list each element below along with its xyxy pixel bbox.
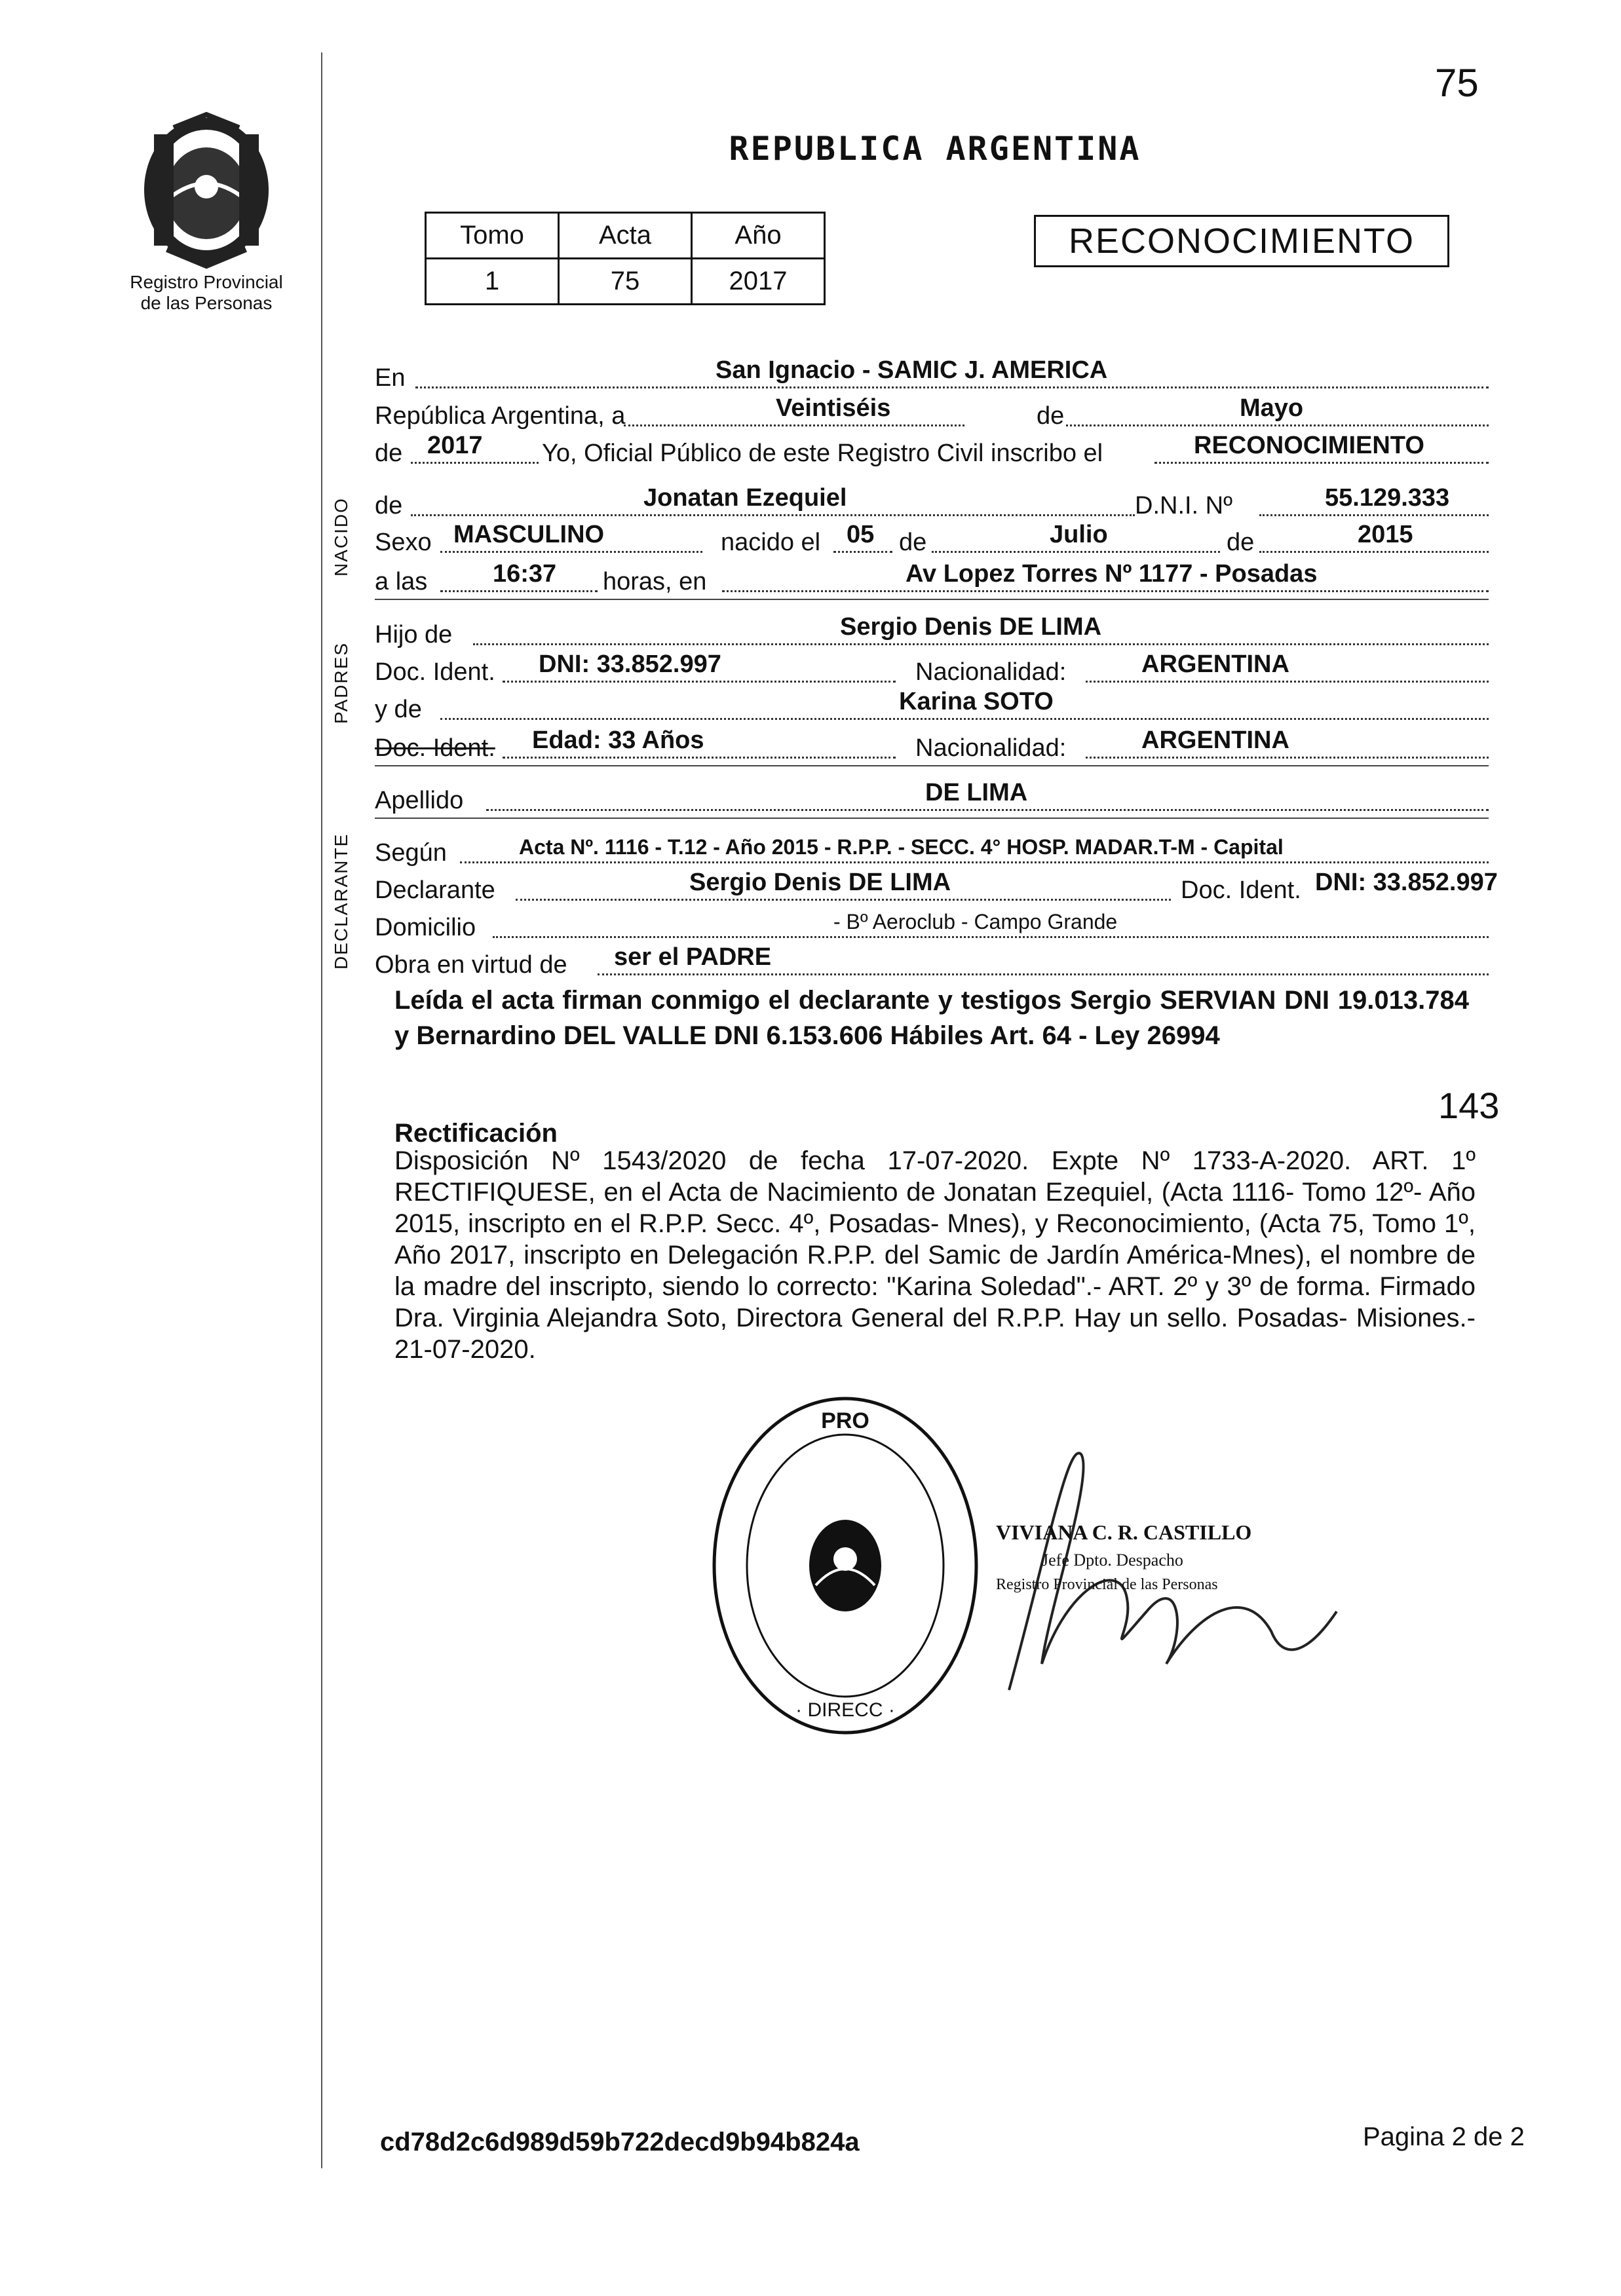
dotted-line (1086, 681, 1489, 683)
nombre-value: Jonatan Ezequiel (643, 484, 847, 512)
nac-anio: 2015 (1358, 521, 1413, 548)
signature-icon (970, 1415, 1350, 1716)
apellido-value: DE LIMA (925, 779, 1028, 806)
dotted-line (411, 462, 539, 464)
registry-label-line2: de las Personas (140, 293, 273, 313)
tomo-header: Tomo (426, 213, 559, 259)
anio-value: 2017 (692, 259, 825, 305)
row-apellido (375, 780, 1489, 816)
dotted-line (473, 643, 1489, 645)
nac-dia: 05 (847, 521, 875, 548)
sexo-value: MASCULINO (453, 521, 605, 548)
acta-value: 75 (559, 259, 692, 305)
doc-struck-label: Doc. Ident. (375, 734, 495, 762)
doc3-label: Doc. Ident. (1181, 876, 1301, 904)
nac2-label: Nacionalidad: (915, 734, 1067, 762)
dotted-line (598, 973, 1489, 975)
declarante-label: Declarante (375, 876, 495, 904)
document-type-box: RECONOCIMIENTO (1034, 215, 1449, 267)
padre-value: Sergio Denis DE LIMA (840, 613, 1102, 641)
de-label: de (1037, 402, 1065, 430)
section-divider (375, 599, 1489, 600)
dni-label: D.N.I. Nº (1135, 492, 1232, 519)
dotted-line (440, 551, 702, 553)
row-madre-doc (375, 727, 1489, 764)
dotted-line (516, 899, 1171, 901)
dotted-line (1066, 424, 1489, 426)
alas-label: a las (375, 568, 428, 595)
dotted-line (1086, 757, 1489, 759)
apellido-label: Apellido (375, 787, 464, 814)
document-hash: cd78d2c6d989d59b722decd9b94b824a (380, 2128, 860, 2156)
declarante-value: Sergio Denis DE LIMA (689, 869, 951, 896)
dia-value: Veintiséis (776, 394, 891, 422)
de3-label: de (375, 492, 403, 519)
dotted-line (493, 936, 1489, 938)
obra-value: ser el PADRE (614, 943, 772, 971)
dotted-line (503, 681, 896, 683)
republica-label: República Argentina, a (375, 402, 626, 430)
domicilio-value: - Bº Aeroclub - Campo Grande (833, 910, 1118, 933)
domicilio-label: Domicilio (375, 914, 476, 941)
section-divider (375, 818, 1489, 819)
section-divider (375, 765, 1489, 766)
yde-label: y de (375, 696, 422, 723)
padre-doc: DNI: 33.852.997 (539, 650, 721, 678)
row-hora (375, 561, 1489, 597)
lugar-value: Av Lopez Torres Nº 1177 - Posadas (906, 560, 1318, 588)
side-label-declarante: DECLARANTE (331, 833, 351, 969)
dotted-line (486, 809, 1489, 811)
dotted-line (833, 551, 892, 553)
stamp-line2: Jefe Dpto. Despacho (1042, 1551, 1183, 1570)
en-value: San Ignacio - SAMIC J. AMERICA (715, 356, 1108, 384)
madre-nac: ARGENTINA (1141, 726, 1289, 754)
acta-header: Acta (559, 213, 692, 259)
dotted-line (1154, 462, 1489, 464)
row-republica (375, 395, 1489, 432)
segun-value: Acta Nº. 1116 - T.12 - Año 2015 - R.P.P. - SECC. 4° HOSP. MADAR.T-M - Capital (519, 835, 1284, 859)
dotted-line (440, 718, 1489, 720)
anio-header: Año (692, 213, 825, 259)
page-indicator: Pagina 2 de 2 (1363, 2122, 1525, 2151)
horas-en-label: horas, en (603, 568, 707, 595)
side-label-padres: PADRES (331, 641, 351, 724)
dotted-line (722, 590, 1489, 592)
tomo-acta-table (425, 212, 826, 305)
oficial-text: Yo, Oficial Público de este Registro Civil inscribo el (542, 440, 1103, 467)
svg-text:PRO: PRO (821, 1408, 869, 1433)
nac-label: Nacionalidad: (915, 658, 1067, 686)
dotted-line (415, 386, 1489, 388)
nac-mes: Julio (1050, 521, 1108, 548)
de5-label: de (1227, 529, 1255, 556)
row-en (375, 357, 1489, 394)
de4-label: de (899, 529, 927, 556)
margin-rule (321, 52, 322, 2168)
stamp-line3: Registro Provincial de las Personas (996, 1576, 1218, 1593)
registry-label (98, 272, 315, 314)
official-seal-icon (708, 1389, 983, 1742)
hora-value: 16:37 (493, 560, 557, 588)
row-madre (375, 688, 1489, 725)
dotted-line (503, 757, 896, 759)
sexo-label: Sexo (375, 529, 432, 556)
dotted-line (411, 514, 1135, 516)
document-title: REPUBLICA ARGENTINA (729, 130, 1141, 168)
row-segun (375, 832, 1489, 869)
tomo-value: 1 (426, 259, 559, 305)
row-hijo (375, 614, 1489, 650)
row-declarante (375, 869, 1498, 906)
row-sexo (375, 521, 1489, 558)
row-padre-doc (375, 651, 1489, 688)
row-domicilio (375, 907, 1489, 943)
side-label-nacido: NACIDO (331, 497, 351, 576)
closing-text: Leída el acta firman conmigo el declarante y testigos Sergio SERVIAN DNI 19.013.784 y Bernardino DEL VALLE DNI 6.153.606 Hábiles Art. 64 - Ley 26994 (394, 986, 1469, 1050)
margin-number: 143 (1438, 1085, 1500, 1126)
doc-label: Doc. Ident. (375, 658, 495, 686)
rectificacion-heading: Rectificación (394, 1119, 558, 1148)
row-nombre (375, 485, 1489, 521)
dotted-line (1259, 551, 1489, 553)
madre-value: Karina SOTO (899, 688, 1054, 715)
page-number: 75 (1435, 61, 1479, 105)
hijo-label: Hijo de (375, 621, 453, 649)
dotted-line (1259, 514, 1489, 516)
nacido-label: nacido el (721, 529, 821, 556)
anio-value: 2017 (427, 432, 483, 459)
dni-value: 55.129.333 (1325, 484, 1450, 512)
dotted-line (624, 424, 964, 426)
svg-text:· DIRECC ·: · DIRECC · (795, 1699, 895, 1721)
segun-label: Según (375, 839, 447, 867)
obra-label: Obra en virtud de (375, 951, 567, 979)
mes-value: Mayo (1240, 394, 1304, 422)
madre-doc: Edad: 33 Años (532, 726, 704, 754)
dotted-line (440, 590, 598, 592)
dotted-line (932, 551, 1220, 553)
rectificacion-body: Disposición Nº 1543/2020 de fecha 17-07-2020. Expte Nº 1733-A-2020. ART. 1º RECTIFIQUESE, en el Acta de Nacimiento de Jonatan Ezequiel, (Acta 1116- Tomo 12º- Año 2015, inscripto en el R.P.P. Secc. 4º, Posadas- Mnes), y Reconocimiento, (Acta 75, Tomo 1º, Año 2017, inscripto en Delegación R.P.P. del Samic de Jardín América-Mnes), el nombre de la madre del inscripto, siendo lo correcto: "Karina Soledad".- ART. 2º y 3º de forma. Firmado Dra. Virginia Alejandra Soto, Directora General del R.P.P. Hay un sello. Posadas- Misiones.- 21-07-2020. (394, 1146, 1476, 1364)
row-obra (375, 944, 1489, 981)
declarante-doc: DNI: 33.852.997 (1315, 869, 1498, 896)
dotted-line (460, 861, 1489, 863)
row-anio (375, 432, 1489, 469)
de2-label: de (375, 440, 403, 467)
en-label: En (375, 364, 406, 392)
inscribo-value: RECONOCIMIENTO (1194, 432, 1424, 459)
stamp-line1: VIVIANA C. R. CASTILLO (996, 1520, 1252, 1544)
registry-label-line1: Registro Provincial (130, 272, 283, 292)
padre-nac: ARGENTINA (1141, 650, 1289, 678)
